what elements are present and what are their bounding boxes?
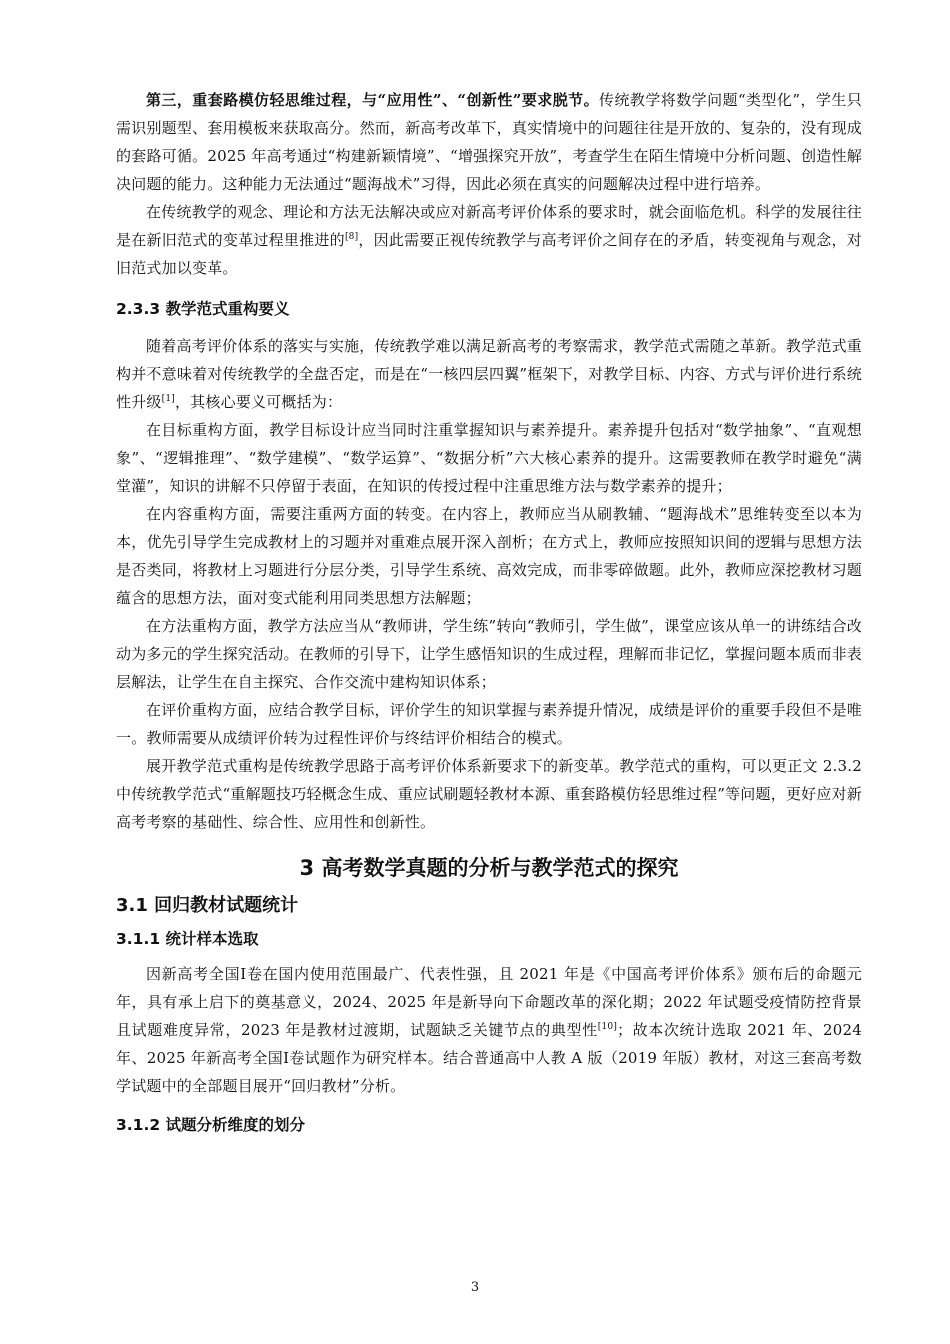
paragraph-text: 因新高考全国Ⅰ卷在国内使用范围最广、代表性强，且 2021 年是《中国高考评价体系》颁布后的命题元年，具有承上启下的奠基意义，2024、2025 年是新导向下命题改革的深化期；2022 年试题受疫情防控背景且试题难度异常，2023 年是教材过渡期，试题缺乏关键节点的典型性 bbox=[116, 965, 862, 1039]
section-heading-3-1-1: 3.1.1 统计样本选取 bbox=[116, 930, 259, 948]
section-heading-3-1: 3.1 回归教材试题统计 bbox=[116, 895, 299, 916]
paragraph-third-issue bbox=[116, 86, 862, 198]
page-body bbox=[116, 86, 862, 1140]
paragraph-paradigm-crisis bbox=[116, 198, 862, 282]
citation-ref: [1] bbox=[161, 394, 175, 404]
paragraph-method-reform: 在方法重构方面，教学方法应当从“教师讲，学生练”转向“教师引，学生做”，课堂应该从单一的讲练结合改动为多元的学生探究活动。在教师的引导下，让学生感悟知识的生成过程，理解而非记忆，掌握问题本质而非表层解法，让学生在自主探究、合作交流中建构知识体系； bbox=[116, 617, 862, 691]
paragraph-text: ，因此需要正视传统教学与高考评价之间存在的矛盾，转变视角与观念，对旧范式加以变革。 bbox=[116, 231, 862, 277]
paragraph-text: ；故本次统计选取 2021 年、2024 年、2025 年新高考全国Ⅰ卷试题作为研究样本。结合普通高中人教 A 版（2019 年版）教材，对这三套高考数学试题中的全部题目展开“回归教材”分析。 bbox=[116, 1021, 863, 1095]
citation-ref: [10] bbox=[597, 1022, 618, 1032]
section-heading-2-3-3: 2.3.3 教学范式重构要义 bbox=[116, 300, 290, 318]
paragraph-text: 在传统教学的观念、理论和方法无法解决或应对新高考评价体系的要求时，就会面临危机。科学的发展往往是在新旧范式的变革过程里推进的 bbox=[116, 203, 862, 249]
page-number: 3 bbox=[470, 1280, 480, 1295]
section-heading-3-1-2: 3.1.2 试题分析维度的划分 bbox=[116, 1116, 306, 1134]
chapter-title: 3 高考数学真题的分析与教学范式的探究 bbox=[299, 856, 679, 880]
paragraph-reform-intro bbox=[116, 332, 862, 416]
paragraph-text: 传统教学将数学问题“类型化”，学生只需识别题型、套用模板来获取高分。然而，新高考改革下，真实情境中的问题往往是开放的、复杂的，没有现成的套路可循。2025 年高考通过“构建新颖情境”、“增强探究开放”，考查学生在陌生情境中分析问题、创造性解决问题的能力。这种能力无法通过“题海战术”习得，因此必须在真实的问题解决过程中进行培养。 bbox=[116, 91, 862, 193]
paragraph-sample-selection bbox=[116, 960, 862, 1100]
citation-ref: [8] bbox=[344, 232, 359, 242]
paragraph-text: ，其核心要义可概括为： bbox=[174, 393, 343, 411]
paragraph-summary: 展开教学范式重构是传统教学思路于高考评价体系新要求下的新变革。教学范式的重构，可以更正文 2.3.2 中传统教学范式“重解题技巧轻概念生成、重应试刷题轻教材本源、重套路模仿轻思维过程”等问题，更好应对新高考考察的基础性、综合性、应用性和创新性。 bbox=[116, 757, 862, 831]
paragraph-lead: 第三，重套路模仿轻思维过程，与“应用性”、“创新性”要求脱节。 bbox=[146, 91, 600, 109]
paragraph-text: 随着高考评价体系的落实与实施，传统教学难以满足新高考的考察需求，教学范式需随之革新。教学范式重构并不意味着对传统教学的全盘否定，而是在“一核四层四翼”框架下，对教学目标、内容、方式与评价进行系统性升级 bbox=[116, 337, 862, 411]
paragraph-evaluation-reform: 在评价重构方面，应结合教学目标，评价学生的知识掌握与素养提升情况，成绩是评价的重要手段但不是唯一。教师需要从成绩评价转为过程性评价与终结评价相结合的模式。 bbox=[116, 701, 862, 747]
paragraph-content-reform: 在内容重构方面，需要注重两方面的转变。在内容上，教师应当从刷教辅、“题海战术”思维转变至以本为本，优先引导学生完成教材上的习题并对重难点展开深入剖析；在方式上，教师应按照知识间的逻辑与思想方法是否类同，将教材上习题进行分层分类，引导学生系统、高效完成，而非零碎做题。此外，教师应深挖教材习题蕴含的思想方法，面对变式能利用同类思想方法解题； bbox=[116, 505, 862, 607]
paragraph-goal-reform: 在目标重构方面，教学目标设计应当同时注重掌握知识与素养提升。素养提升包括对“数学抽象”、“直观想象”、“逻辑推理”、“数学建模”、“数学运算”、“数据分析”六大核心素养的提升。这需要教师在教学时避免“满堂灌”，知识的讲解不只停留于表面，在知识的传授过程中注重思维方法与数学素养的提升； bbox=[116, 421, 862, 495]
